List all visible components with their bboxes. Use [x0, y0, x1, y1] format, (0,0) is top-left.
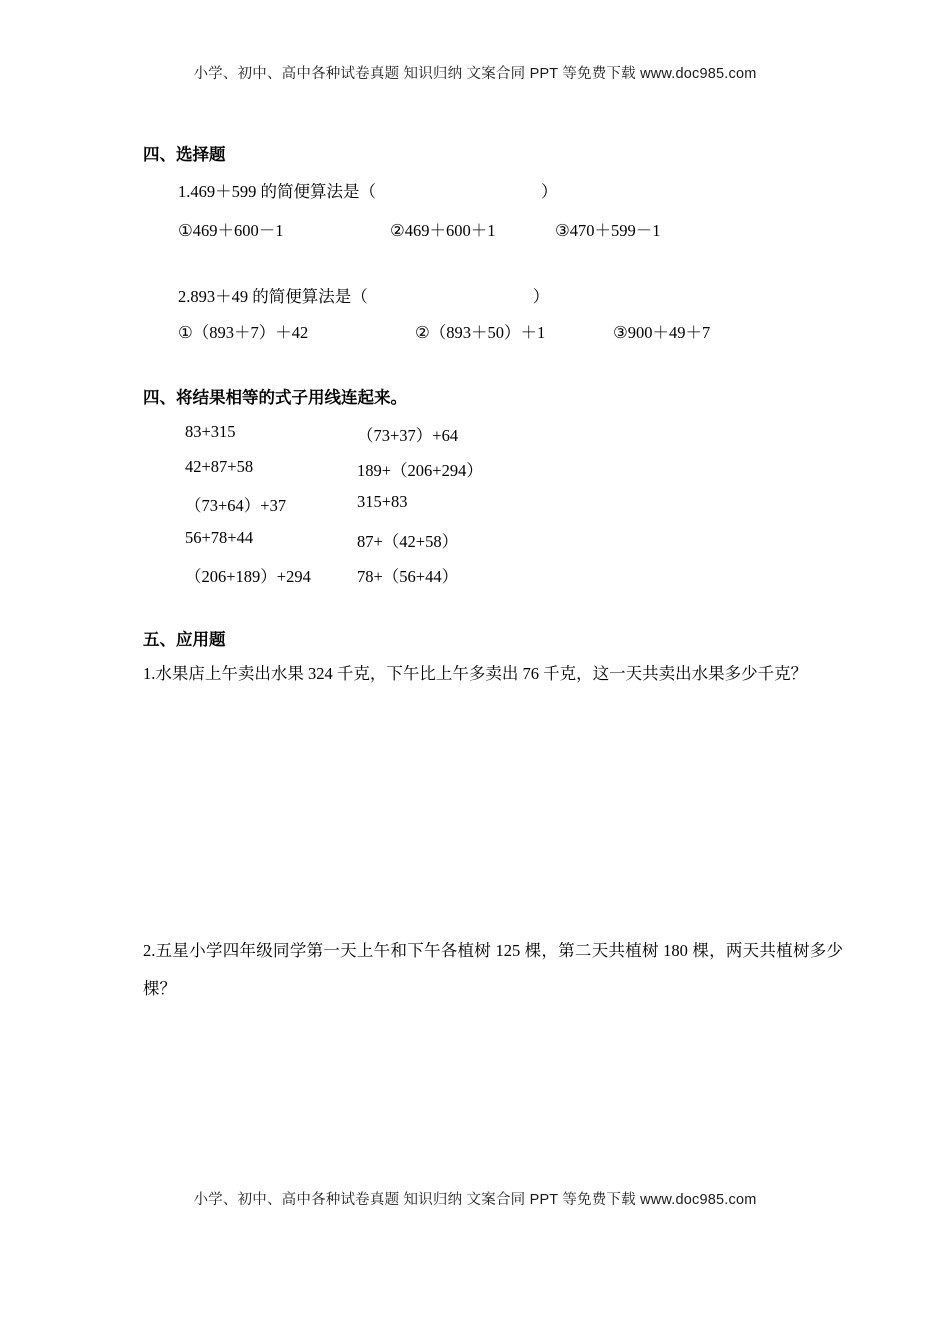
match-right-2: 189+（206+294） [357, 461, 483, 480]
choice-q1-option-1: ①469＋600－1 [178, 221, 284, 240]
application-problem-2: 2.五星小学四年级同学第一天上午和下午各植树 125 棵，第二天共植树 180 棵，两天共植树多少棵？ [143, 941, 843, 998]
match-left-2: 42+87+58 [185, 457, 254, 476]
match-row [185, 457, 483, 481]
choice-q2-option-2: ②（893＋50）＋1 [415, 323, 546, 342]
section-matching-title: 四、将结果相等的式子用线连起来。 [143, 389, 407, 407]
section-choice-title: 四、选择题 [143, 146, 226, 164]
match-row [185, 528, 458, 552]
doc-footer: 小学、初中、高中各种试卷真题 知识归纳 文案合同 PPT 等免费下载 www.doc985.com [193, 1192, 757, 1208]
choice-q1-option-3: ③470＋599－1 [555, 221, 661, 240]
choice-q2-option-3: ③900＋49＋7 [613, 323, 711, 342]
match-right-5: 78+（56+44） [357, 567, 459, 586]
match-row [185, 492, 408, 516]
choice-question-2-stem: 2.893＋49 的简便算法是（ ） [178, 287, 550, 306]
choice-q2-option-1: ①（893＋7）＋42 [178, 323, 309, 342]
choice-question-1-options [178, 217, 661, 241]
match-left-5: （206+189）+294 [185, 567, 311, 586]
match-right-3: 315+83 [357, 492, 408, 511]
choice-question-2-options [178, 319, 710, 343]
match-row [185, 422, 458, 446]
match-right-1: （73+37）+64 [357, 426, 459, 445]
choice-q1-option-2: ②469＋600＋1 [390, 221, 496, 240]
match-right-4: 87+（42+58） [357, 532, 459, 551]
choice-question-1-stem: 1.469＋599 的简便算法是（ ） [178, 182, 558, 201]
match-left-3: （73+64）+37 [185, 496, 287, 515]
doc-header: 小学、初中、高中各种试卷真题 知识归纳 文案合同 PPT 等免费下载 www.doc985.com [193, 66, 757, 82]
section-application-title: 五、应用题 [143, 631, 226, 649]
match-row [185, 563, 458, 587]
application-problem-1: 1.水果店上午卖出水果 324 千克，下午比上午多卖出 76 千克，这一天共卖出水果多少千克？ [143, 664, 808, 683]
match-left-1: 83+315 [185, 422, 236, 441]
match-left-4: 56+78+44 [185, 528, 254, 547]
